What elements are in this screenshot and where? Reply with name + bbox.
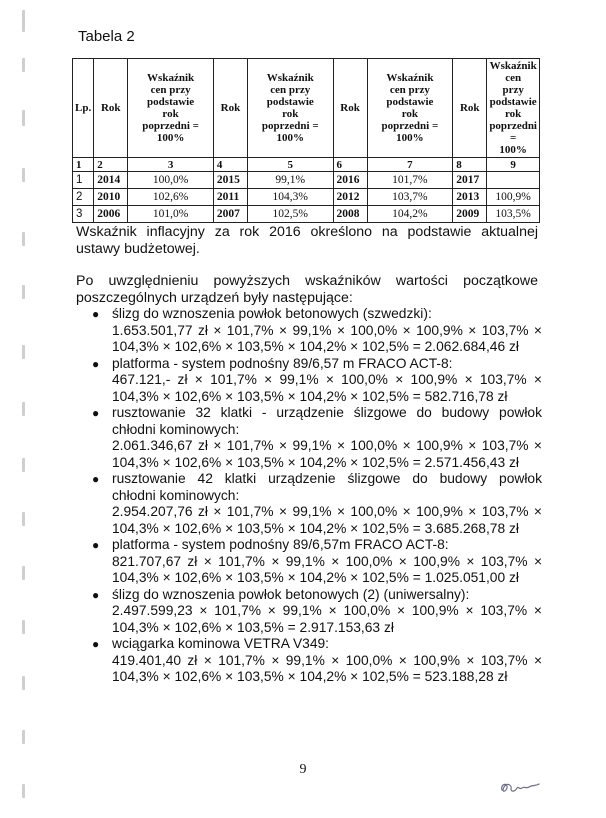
item-calculation-line: 821.707,67 zł × 101,7% × 99,1% × 100,0% × 100,9% × 103,7% × bbox=[112, 553, 542, 569]
header-line: rok bbox=[162, 108, 179, 120]
header-line: 100% bbox=[156, 132, 185, 144]
index-cell bbox=[487, 172, 540, 189]
table-row bbox=[73, 189, 540, 206]
list-item bbox=[76, 405, 542, 471]
header-lp: Lp. bbox=[73, 59, 94, 158]
column-number: 9 bbox=[487, 158, 540, 172]
item-title-line: chłodni kominowych: bbox=[112, 421, 240, 437]
year-cell: 2015 bbox=[213, 172, 247, 189]
header-wskaznik bbox=[247, 59, 333, 158]
header-line: podstawie bbox=[266, 96, 314, 108]
index-cell: 101,0% bbox=[128, 206, 214, 223]
year-cell: 2006 bbox=[94, 206, 128, 223]
bullet-dot-icon: ● bbox=[92, 538, 100, 552]
table-row bbox=[73, 172, 540, 189]
item-title-line: ślizg do wznoszenia powłok betonowych (2) (uniwersalny): bbox=[112, 586, 470, 602]
bullet-dot-icon: ● bbox=[92, 406, 100, 420]
header-line: Wskaźnik bbox=[266, 72, 314, 84]
table-header-row bbox=[73, 59, 540, 158]
table-row bbox=[73, 206, 540, 223]
item-title-line: platforma - system podnośny 89/6,57 m FRACO ACT-8: bbox=[112, 355, 453, 371]
header-line: Wskaźnik cen bbox=[489, 60, 537, 84]
item-calculation-line: 104,3% × 102,6% × 103,5% × 104,2% × 102,5% = 1.025.051,00 zł bbox=[112, 570, 519, 585]
header-rok: Rok bbox=[453, 59, 487, 158]
list-item bbox=[76, 471, 542, 537]
header-line: 100% bbox=[276, 132, 304, 144]
column-number: 3 bbox=[128, 158, 214, 172]
row-lp: 2 bbox=[73, 189, 94, 206]
bullet-dot-icon: ● bbox=[92, 587, 100, 602]
item-calculation-line: 104,3% × 102,6% × 103,5% × 104,2% × 102,5% = 2.571.456,43 zł bbox=[112, 454, 519, 470]
index-cell: 103,7% bbox=[367, 189, 453, 206]
index-cell: 102,5% bbox=[247, 206, 333, 223]
year-cell: 2008 bbox=[333, 206, 367, 223]
header-line: podstawie bbox=[489, 96, 537, 108]
header-line: rok bbox=[505, 108, 522, 120]
header-line: poprzedni = bbox=[381, 120, 439, 132]
year-cell: 2011 bbox=[213, 189, 247, 206]
item-calculation-line: 104,3% × 102,6% × 103,5% × 104,2% × 102,5% = 3.685.268,78 zł bbox=[112, 520, 519, 536]
header-line: poprzedni = bbox=[142, 120, 199, 132]
column-number: 7 bbox=[367, 158, 453, 172]
index-cell: 100,0% bbox=[128, 172, 214, 189]
index-cell: 102,6% bbox=[128, 189, 214, 206]
index-cell: 104,2% bbox=[367, 206, 453, 223]
header-line: poprzedni = bbox=[261, 120, 319, 132]
row-lp: 1 bbox=[73, 172, 94, 189]
item-calculation-line: 104,3% × 102,6% × 103,5% × 104,2% × 102,5% = 2.062.684,46 zł bbox=[112, 339, 519, 354]
header-rok: Rok bbox=[94, 59, 128, 158]
item-title-line: rusztowanie 42 klatki urządzenie ślizgowe do budowy powłok bbox=[112, 471, 542, 486]
paragraph-line: Wskaźnik inflacyjny za rok 2016 określono na podstawie aktualnej bbox=[76, 224, 538, 240]
year-cell: 2013 bbox=[453, 189, 487, 206]
header-line: 100% bbox=[499, 144, 527, 156]
header-line: podstawie bbox=[147, 96, 195, 108]
bullet-dot-icon: ● bbox=[92, 472, 100, 486]
header-wskaznik bbox=[367, 59, 453, 158]
year-cell: 2012 bbox=[333, 189, 367, 206]
header-line: rok bbox=[282, 108, 299, 120]
header-line: poprzedni = bbox=[489, 120, 537, 144]
bullet-dot-icon: ● bbox=[92, 307, 100, 321]
item-title-line: rusztowanie 32 klatki - urządzenie ślizgowe do budowy powłok bbox=[112, 405, 542, 420]
header-rok: Rok bbox=[333, 59, 367, 158]
bullet-dot-icon: ● bbox=[92, 356, 100, 371]
item-calculation-line: 104,3% × 102,6% × 103,5% = 2.917.153,63 zł bbox=[112, 619, 394, 635]
header-line: przy bbox=[502, 84, 524, 96]
item-calculation-line: 419.401,40 zł × 101,7% × 99,1% × 100,0% × 100,9% × 103,7% × bbox=[112, 652, 542, 668]
year-cell: 2007 bbox=[213, 206, 247, 223]
item-calculation-line: 104,3% × 102,6% × 103,5% × 104,2% × 102,5% = 582.716,78 zł bbox=[112, 388, 508, 404]
bullet-dot-icon: ● bbox=[92, 637, 100, 651]
item-calculation-line: 1.653.501,77 zł × 101,7% × 99,1% × 100,0% × 100,9% × 103,7% × bbox=[112, 322, 542, 338]
inflation-note-paragraph bbox=[76, 224, 538, 258]
row-lp: 3 bbox=[73, 206, 94, 223]
column-number: 4 bbox=[213, 158, 247, 172]
header-wskaznik bbox=[128, 59, 214, 158]
paragraph-line: Po uwzględnieniu powyższych wskaźników wartości początkowe bbox=[76, 273, 538, 289]
header-line: cen przy bbox=[150, 84, 191, 96]
intro-paragraph bbox=[76, 273, 538, 307]
item-title-line: ślizg do wznoszenia powłok betonowych (szwedzki): bbox=[112, 306, 432, 321]
item-title-line: wciągarka kominowa VETRA V349: bbox=[112, 636, 330, 651]
column-number: 1 bbox=[73, 158, 94, 172]
year-cell: 2014 bbox=[94, 172, 128, 189]
paragraph-line: ustawy budżetowej. bbox=[76, 241, 200, 257]
column-number: 8 bbox=[453, 158, 487, 172]
item-calculation-line: 104,3% × 102,6% × 103,5% × 104,2% × 102,5% = 523.188,28 zł bbox=[112, 669, 508, 684]
list-item bbox=[76, 636, 542, 686]
item-calculation-line: 2.954.207,76 zł × 101,7% × 99,1% × 100,0% × 100,9% × 103,7% × bbox=[112, 504, 542, 519]
header-line: Wskaźnik bbox=[147, 72, 195, 84]
handwritten-initials bbox=[498, 776, 542, 803]
binder-punch-marks bbox=[0, 0, 40, 818]
paragraph-line: poszczególnych urządzeń były następujące: bbox=[76, 290, 353, 306]
item-title-line: chłodni kominowych: bbox=[112, 487, 240, 503]
header-line: podstawie bbox=[386, 96, 434, 108]
index-cell: 104,3% bbox=[247, 189, 333, 206]
year-cell: 2009 bbox=[453, 206, 487, 223]
item-title-line: platforma - system podnośny 89/6,57m FRACO ACT-8: bbox=[112, 537, 449, 552]
header-line: rok bbox=[401, 108, 419, 120]
column-number: 6 bbox=[333, 158, 367, 172]
index-cell: 100,9% bbox=[487, 189, 540, 206]
list-item bbox=[76, 306, 542, 356]
year-cell: 2017 bbox=[453, 172, 487, 189]
item-calculation-line: 2.061.346,67 zł × 101,7% × 99,1% × 100,0% × 100,9% × 103,7% × bbox=[112, 438, 542, 453]
page-number: 9 bbox=[299, 762, 307, 777]
column-number: 5 bbox=[247, 158, 333, 172]
year-cell: 2016 bbox=[333, 172, 367, 189]
header-line: cen przy bbox=[270, 84, 311, 96]
header-line: cen przy bbox=[389, 84, 430, 96]
index-cell: 103,5% bbox=[487, 206, 540, 223]
header-line: Wskaźnik bbox=[386, 72, 434, 84]
item-calculation-line: 2.497.599,23 × 101,7% × 99,1% × 100,0% × 100,9% × 103,7% × bbox=[112, 603, 542, 618]
column-number: 2 bbox=[94, 158, 128, 172]
inflation-table bbox=[72, 58, 540, 223]
list-item bbox=[76, 537, 542, 587]
index-cell: 101,7% bbox=[367, 172, 453, 189]
index-cell: 99,1% bbox=[247, 172, 333, 189]
year-cell: 2010 bbox=[94, 189, 128, 206]
header-wskaznik-last bbox=[487, 59, 540, 158]
list-item bbox=[76, 356, 542, 406]
equipment-list bbox=[76, 306, 542, 686]
table-title: Tabela 2 bbox=[78, 28, 135, 45]
header-line: 100% bbox=[396, 132, 424, 144]
list-item bbox=[76, 587, 542, 637]
header-rok: Rok bbox=[213, 59, 247, 158]
item-calculation-line: 467.121,- zł × 101,7% × 99,1% × 100,0% × 100,9% × 103,7% × bbox=[112, 372, 542, 387]
column-number-row bbox=[73, 158, 540, 172]
